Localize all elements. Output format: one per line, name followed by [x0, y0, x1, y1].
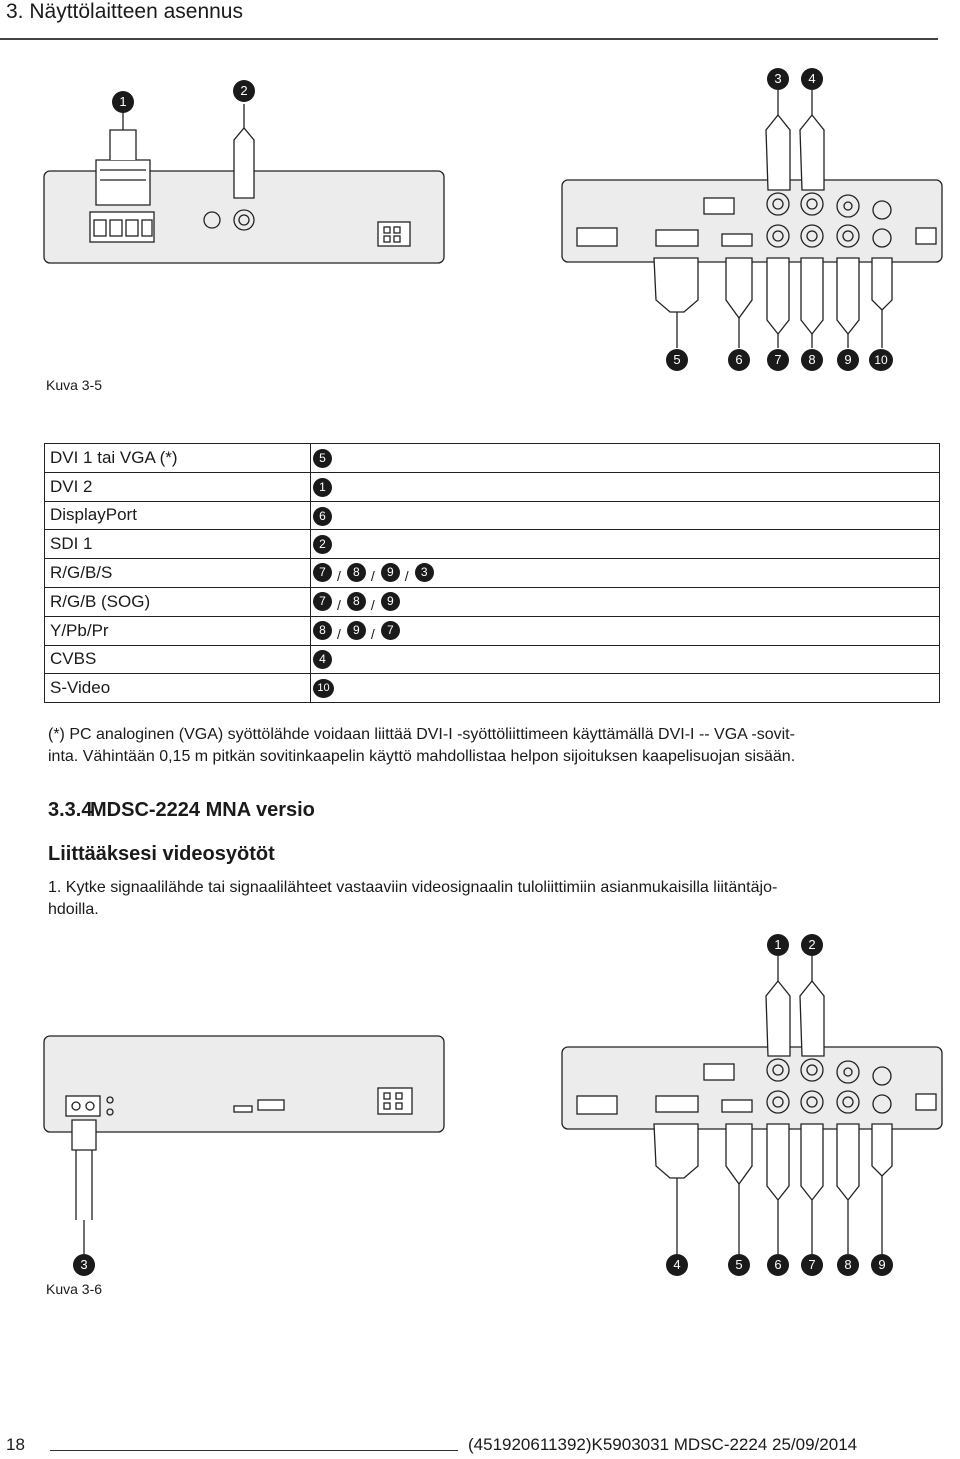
- connector-badge: 9: [347, 621, 366, 640]
- callout-badge: 5: [666, 349, 688, 371]
- connector-badges: [311, 674, 940, 703]
- connector-badge: 6: [313, 507, 332, 526]
- badge-separator: /: [370, 625, 375, 642]
- chapter-title: 3. Näyttölaitteen asennus: [6, 0, 243, 23]
- signal-label: DisplayPort: [45, 501, 311, 530]
- connector-badges: [311, 530, 940, 559]
- instruction-step: [48, 877, 938, 921]
- connector-badge: 8: [313, 621, 332, 640]
- callout-badge: 1: [112, 91, 134, 113]
- badge-separator: /: [370, 568, 375, 585]
- connector-badge: 9: [381, 563, 400, 582]
- table-row: [45, 530, 940, 559]
- figure-caption: Kuva 3-6: [46, 1281, 103, 1297]
- callout-badge: 5: [728, 1254, 750, 1276]
- callout-badge: 8: [801, 349, 823, 371]
- connector-badge: 7: [313, 592, 332, 611]
- connector-badge: 5: [313, 449, 332, 468]
- connector-badge: 9: [381, 592, 400, 611]
- signal-label: DVI 2: [45, 472, 311, 501]
- connector-badge: 8: [347, 563, 366, 582]
- footer-divider: [50, 1450, 458, 1451]
- connector-table: [44, 443, 940, 703]
- connector-badge: 4: [313, 650, 332, 669]
- connector-badge: 7: [381, 621, 400, 640]
- connector-badge: 7: [313, 563, 332, 582]
- note-line: inta. Vähintään 0,15 m pitkän sovitinkaapelin käyttö mahdollistaa helpon sijoituksen kaapelisuojan sisään.: [48, 748, 796, 765]
- table-row: [45, 587, 940, 616]
- badge-separator: /: [337, 596, 341, 613]
- connector-badges: [311, 559, 940, 588]
- section-number: 3.3.4: [48, 799, 93, 821]
- table-row: [45, 645, 940, 674]
- page-number: 18: [6, 1435, 25, 1454]
- callout-badge: 9: [837, 349, 859, 371]
- connector-badge: 8: [347, 592, 366, 611]
- note-paragraph: [48, 724, 928, 768]
- callout-badge: 9: [871, 1254, 893, 1276]
- connector-badge: 1: [313, 478, 332, 497]
- connector-badge: 3: [415, 563, 434, 582]
- badge-separator: /: [404, 568, 409, 585]
- table-row: [45, 501, 940, 530]
- badge-separator: /: [370, 596, 375, 613]
- figure-3-5-diagram: [0, 60, 960, 380]
- connector-badges: [311, 444, 940, 473]
- callout-badge: 3: [767, 68, 789, 90]
- callout-badge: 7: [767, 349, 789, 371]
- callout-badge: 6: [728, 349, 750, 371]
- document-reference: (451920611392)K5903031 MDSC-2224 25/09/2014: [468, 1435, 858, 1454]
- callout-badge: 1: [767, 934, 789, 956]
- callout-badge: 3: [73, 1254, 95, 1276]
- connector-badges: [311, 501, 940, 530]
- callout-badge: 4: [801, 68, 823, 90]
- section-title: MDSC-2224 MNA versio: [90, 799, 315, 821]
- signal-label: R/G/B (SOG): [45, 587, 311, 616]
- connector-badges: [311, 472, 940, 501]
- connector-badge: 10: [313, 679, 334, 698]
- signal-label: DVI 1 tai VGA (*): [45, 444, 311, 473]
- badge-separator: /: [337, 625, 341, 642]
- signal-label: R/G/B/S: [45, 559, 311, 588]
- subsection-title: Liittääksesi videosyötöt: [48, 843, 275, 865]
- connector-badges: [311, 616, 940, 645]
- table-row: [45, 559, 940, 588]
- signal-label: SDI 1: [45, 530, 311, 559]
- signal-label: Y/Pb/Pr: [45, 616, 311, 645]
- header-divider: [0, 38, 938, 40]
- figure-3-6-diagram: [0, 950, 960, 1270]
- connector-badge: 2: [313, 535, 332, 554]
- note-line: (*) PC analoginen (VGA) syöttölähde voidaan liittää DVI-I -syöttöliittimeen käyttämällä DVI-I -- VGA -sovit-: [48, 726, 795, 743]
- table-row: [45, 444, 940, 473]
- callout-badge: 6: [767, 1254, 789, 1276]
- callout-badge: 10: [869, 349, 893, 371]
- table-row: [45, 674, 940, 703]
- badge-separator: /: [337, 568, 341, 585]
- connector-badges: [311, 645, 940, 674]
- step-line: hdoilla.: [48, 901, 99, 918]
- signal-label: CVBS: [45, 645, 311, 674]
- table-row: [45, 616, 940, 645]
- figure-caption: Kuva 3-5: [46, 377, 103, 393]
- signal-label: S-Video: [45, 674, 311, 703]
- callout-badge: 8: [837, 1254, 859, 1276]
- callout-badge: 7: [801, 1254, 823, 1276]
- callout-badge: 2: [801, 934, 823, 956]
- step-line: 1. Kytke signaalilähde tai signaalilähteet vastaaviin videosignaalin tuloliittimiin asianmukaisilla liitäntäjo-: [48, 879, 778, 896]
- connector-badges: [311, 587, 940, 616]
- callout-badge: 4: [666, 1254, 688, 1276]
- table-row: [45, 472, 940, 501]
- callout-badge: 2: [233, 80, 255, 102]
